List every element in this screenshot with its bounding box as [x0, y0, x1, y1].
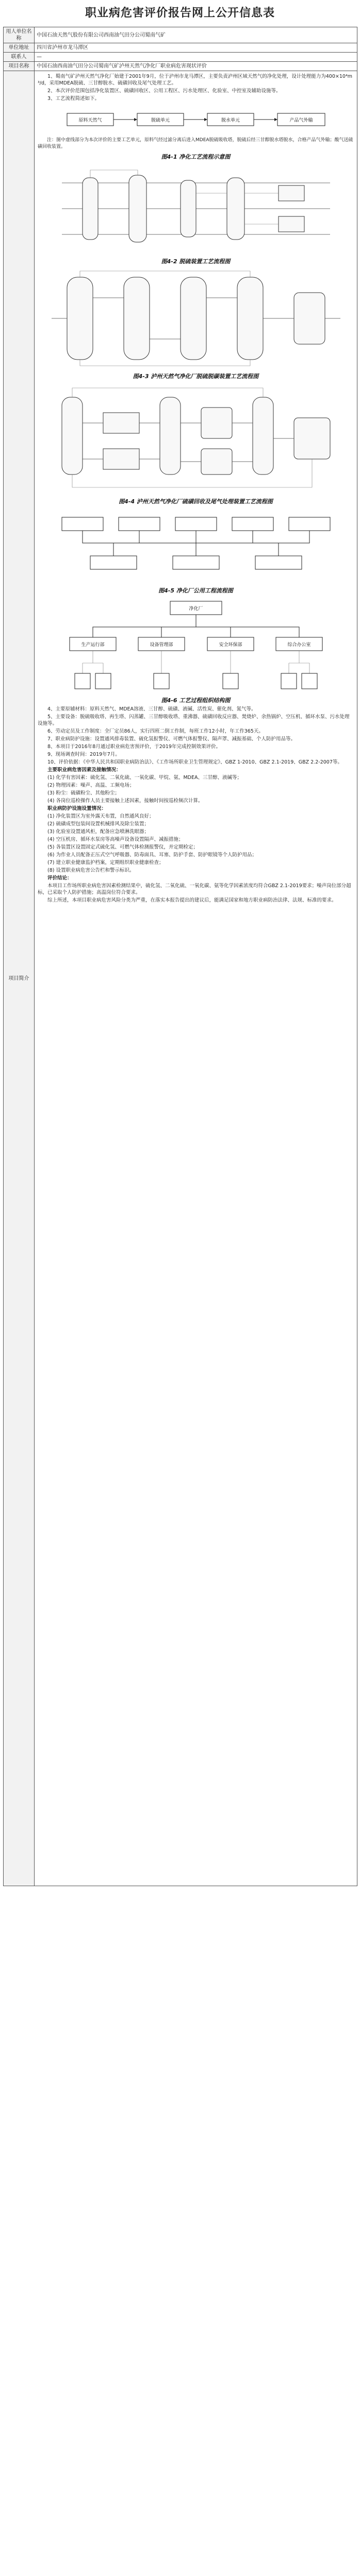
diagram-vessel	[124, 277, 150, 360]
protection-paragraph: (2) 硫磺成型包装间设置机械排风及除尘装置；	[47, 821, 149, 827]
org-sub-box	[75, 673, 90, 689]
section-paragraph: 10、评价依据：《中华人民共和国职业病防治法》、《工作场所职业卫生管理规定》、GBZ 1-2010、GBZ 2.1-2019、GBZ 2.2-2007等。	[47, 759, 342, 765]
process-diagram-4	[52, 507, 340, 584]
org-sub-box	[302, 673, 317, 689]
figure-title: 图4-3 泸州天然气净化厂脱硫脱碳装置工艺流程图	[133, 373, 259, 380]
hazard-paragraph: (4) 各岗位巡检操作人员主要接触上述因素，接触时间按巡检频次计算。	[47, 798, 203, 804]
protection-paragraph: (7) 建立职业健康监护档案，定期组织职业健康检查；	[47, 860, 164, 866]
org-box-label: 设备管理部	[149, 642, 173, 648]
figure-title: 图4-4 泸州天然气净化厂硫磺回收及尾气处理装置工艺流程图	[119, 498, 273, 505]
utility-box	[62, 517, 103, 531]
row-contact	[4, 53, 357, 62]
section-paragraph: 5、主要设备：脱硫吸收塔、再生塔、闪蒸罐、三甘醇吸收塔、重沸器、硫磺回收反应器、焚烧炉、余热锅炉、空压机、循环水泵、污水处理设施等。	[38, 714, 350, 726]
utility-box	[119, 517, 160, 531]
diagram-vessel	[62, 397, 83, 474]
info-table	[3, 27, 357, 1886]
diagram-vessel	[201, 449, 232, 474]
unit-name-label: 用人单位名称	[4, 27, 35, 43]
utility-box	[232, 517, 273, 531]
flow-arrow-head	[204, 118, 207, 121]
diagram-vessel	[67, 277, 93, 360]
diagram-vessel	[83, 178, 98, 240]
protection-header: 职业病防护设施设置情况：	[47, 806, 107, 811]
flow-box-label: 脱水单元	[221, 118, 240, 123]
diagram-vessel	[227, 178, 244, 240]
flow-box-label: 产品气外输	[289, 118, 313, 123]
row-address	[4, 43, 357, 53]
org-diagram	[62, 596, 330, 694]
unit-name-value: 中国石油天然气股份有限公司西南油气田分公司蜀南气矿	[35, 27, 357, 43]
diagram-vessel	[253, 397, 273, 474]
overview-paragraph: 2、本次评价范围包括净化装置区、硫磺回收区、公用工程区、污水处理区、化验室、中控室及辅助设施等。	[47, 88, 281, 94]
flow-box-label: 脱硫单元	[151, 118, 170, 123]
protection-paragraph: (5) 各装置区设置固定式硫化氢、可燃气体检测报警仪，并定期检定；	[47, 844, 198, 850]
protection-paragraph: (6) 为作业人员配备正压式空气呼吸器、防毒面具、耳塞、防护手套、防护眼镜等个人防护用品；	[47, 852, 257, 858]
flow-diagram-simple	[62, 104, 330, 135]
org-sub-box	[95, 673, 111, 689]
flow-note: 注：图中虚线部分为本次评价的主要工艺单元，原料气经过滤分离后进入MDEA脱硫吸收塔，脱硫后经三甘醇脱水塔脱水，合格产品气外输；酸气送硫磺回收装置。	[38, 138, 353, 149]
protection-paragraph: (8) 设置职业病危害公告栏和警示标识。	[47, 868, 135, 873]
figure-title: 图4-1 净化工艺流程示意图	[161, 154, 231, 160]
utility-box	[175, 517, 217, 531]
project-value: 中国石油西南油气田分公司蜀南气矿泸州天然气净化厂职业病危害现状评价	[35, 62, 357, 71]
org-sub-box	[154, 673, 169, 689]
hazard-paragraph: (2) 物理因素：噪声、高温、工频电场；	[47, 783, 135, 788]
org-sub-box	[281, 673, 297, 689]
overview-paragraph: 3、工艺流程简述如下。	[47, 96, 100, 101]
protection-paragraph: (4) 空压机房、循环水泵房等高噪声设备设置隔声、减振措施；	[47, 837, 184, 842]
section-paragraph: 6、劳动定员及工作制度：全厂定员86人，实行四班二倒工作制，每班工作12小时，年工作365天。	[47, 728, 264, 734]
section-paragraph: 7、职业病防护设施：设置通风排毒装置、硫化氢报警仪、可燃气体报警仪、隔声罩、减振基础、个人防护用品等。	[47, 736, 296, 742]
diagram-vessel	[181, 180, 196, 237]
org-box-label: 安全环保部	[218, 642, 242, 648]
utility-box	[255, 556, 302, 569]
diagram-vessel	[160, 397, 181, 474]
flow-arrow-head	[134, 118, 137, 121]
hazards-header: 主要职业病危害因素及接触情况：	[47, 767, 121, 773]
contact-value: —	[35, 53, 357, 62]
overview-paragraph: 1、蜀南气矿泸州天然气净化厂始建于2001年9月，位于泸州市龙马潭区，主要负责泸州区域天然气的净化处理，设计处理能力为400×10⁴m³/d，采用MDEA脱硫、三甘醇脱水、硫磺回收及尾气处理工艺。	[38, 74, 353, 86]
hazard-paragraph: (3) 粉尘：硫磺粉尘、其他粉尘；	[47, 790, 120, 796]
process-diagram-2	[46, 267, 346, 370]
diagram-vessel	[294, 418, 330, 459]
org-sub-box	[223, 673, 238, 689]
address-value: 四川省泸州市龙马潭区	[35, 43, 357, 53]
diagram-vessel	[181, 277, 206, 360]
diagram-vessel	[201, 408, 232, 438]
row-unit-name	[4, 27, 357, 43]
process-diagram-1	[52, 162, 340, 255]
org-box-label: 生产运行部	[80, 642, 105, 648]
diagram-vessel	[129, 175, 146, 242]
conclusion-paragraph: 本项目工作场所职业病危害因素检测结果中，硫化氢、二氧化硫、一氧化碳、氨等化学因素浓度均符合GBZ 2.1-2019要求；噪声岗位部分超标，已采取个人防护措施；高温岗位符合要求。	[38, 883, 351, 895]
spacer	[38, 905, 354, 1884]
figure-title: 图4-5 净化厂公用工程流程图	[158, 587, 233, 594]
protection-paragraph: (1) 净化装置区为室外露天布置，自然通风良好；	[47, 814, 154, 819]
diagram-vessel	[294, 293, 325, 344]
org-box-label: 净化厂	[188, 606, 203, 612]
address-label: 单位地址	[4, 43, 35, 53]
utility-box	[90, 556, 137, 569]
conclusion-header: 评价结论：	[47, 875, 72, 881]
section-paragraph: 8、本项目于2016年8月通过职业病危害预评价，于2019年完成控制效果评价。	[47, 744, 221, 750]
figure-title: 图4-2 脱硫装置工艺流程图	[161, 258, 231, 265]
diagram-vessel	[279, 216, 304, 232]
diagram-vessel	[103, 449, 139, 469]
contact-label: 联系人	[4, 53, 35, 62]
row-project	[4, 62, 357, 71]
overview-label: 项目简介	[4, 71, 35, 1886]
row-overview	[4, 71, 357, 1886]
utility-box	[173, 556, 219, 569]
diagram-vessel	[103, 413, 139, 433]
project-label: 项目名称	[4, 62, 35, 71]
diagram-vessel	[237, 277, 263, 360]
org-box-label: 综合办公室	[287, 642, 311, 648]
flow-arrow-head	[274, 118, 277, 121]
process-diagram-3	[46, 382, 346, 495]
hazard-paragraph: (1) 化学有害因素：硫化氢、二氧化硫、一氧化碳、甲烷、氨、MDEA、三甘醇、液碱等；	[47, 775, 242, 781]
figure-title: 图4-6 工艺过程组织结构图	[161, 697, 231, 704]
section-paragraph: 9、现场调查时间：2019年7月。	[47, 752, 120, 757]
section-paragraph: 4、主要原辅材料：原料天然气、MDEA溶液、三甘醇、硫磺、液碱、活性炭、催化剂、氮气等。	[47, 706, 256, 712]
org-connector	[93, 615, 299, 637]
org-connector	[83, 651, 309, 673]
utility-box	[289, 517, 330, 531]
flow-box-label: 原料天然气	[78, 118, 102, 123]
protection-paragraph: (3) 化验室设置通风柜，配备应急喷淋洗眼器；	[47, 829, 149, 835]
page-title: 职业病危害评价报告网上公开信息表	[85, 7, 275, 20]
diagram-vessel	[279, 185, 304, 201]
overview-content	[35, 71, 357, 1886]
conclusion-paragraph: 综上所述，本项目职业病危害风险分类为严重，在落实本报告提出的建议后，能满足国家和地方职业病防治法律、法规、标准的要求。	[47, 897, 337, 903]
